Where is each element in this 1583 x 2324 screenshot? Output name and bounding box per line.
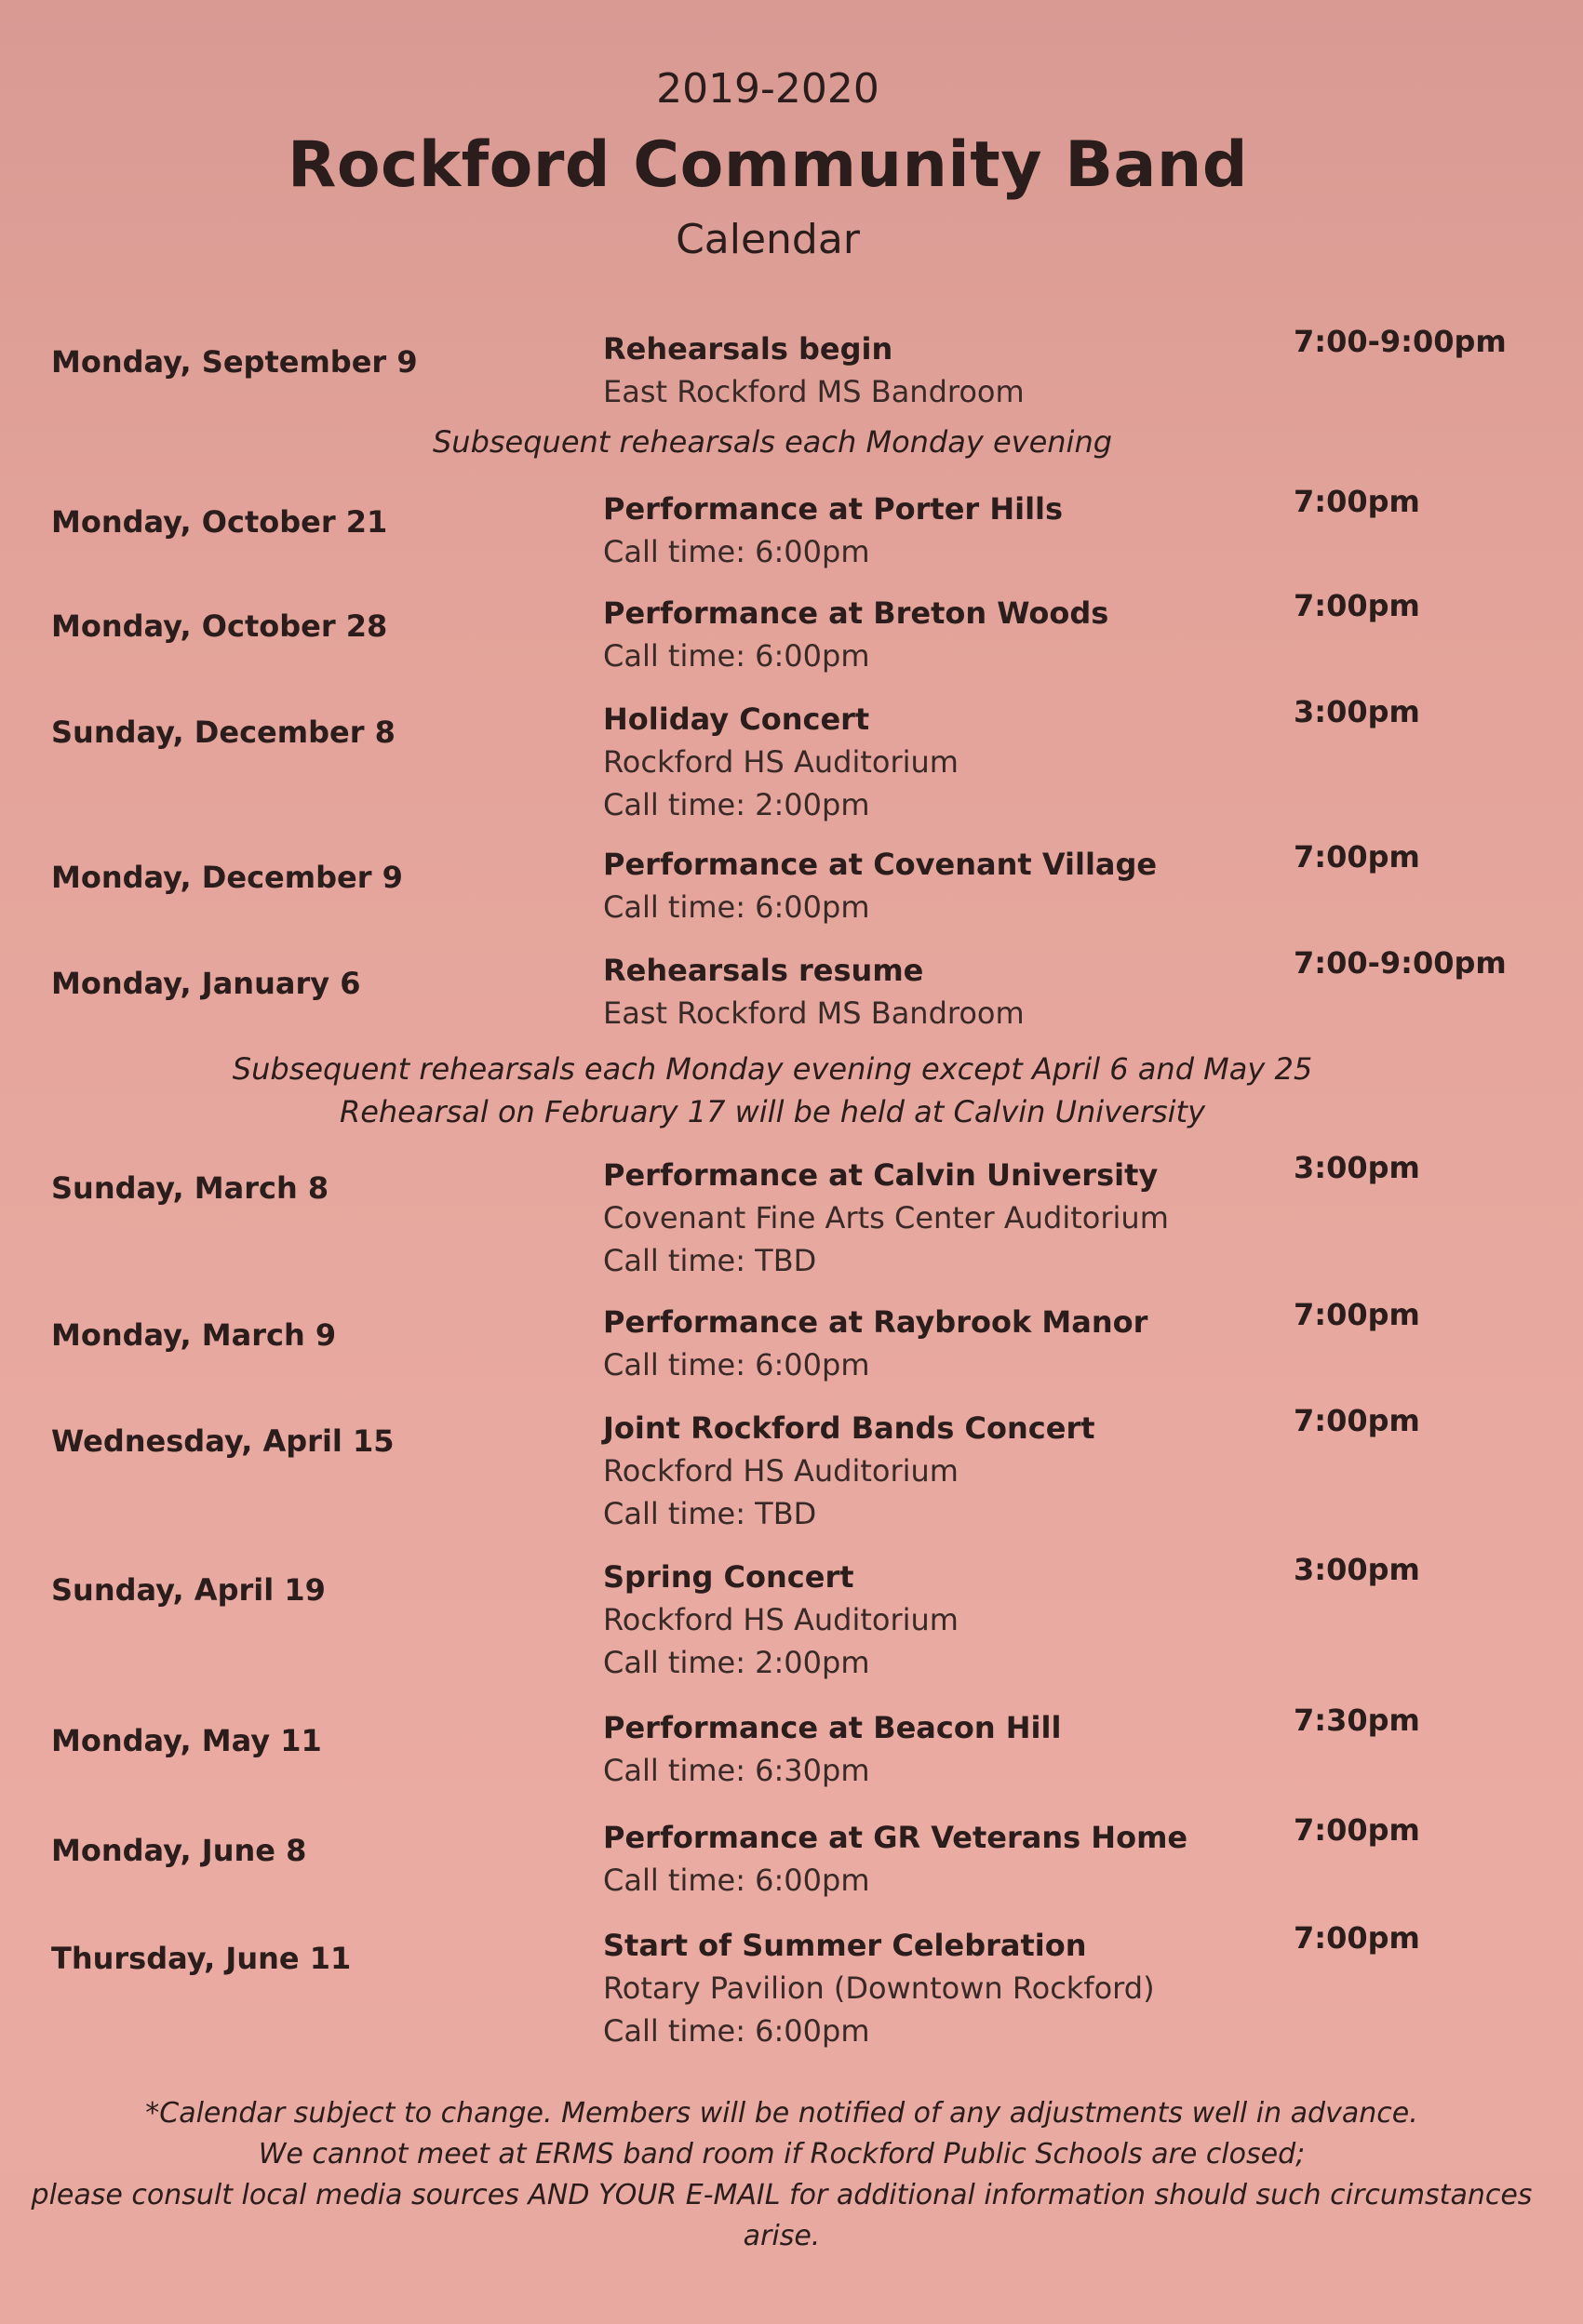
event-details [603, 949, 1025, 1035]
event-time: 7:00-9:00pm [1294, 945, 1507, 981]
event-date: Monday, May 11 [51, 1723, 322, 1758]
event-time: 7:00pm [1294, 1812, 1420, 1848]
footer-line: please consult local media sources AND YOUR E-MAIL for additional information should such circumstances arise. [31, 2179, 1533, 2252]
event-date: Sunday, April 19 [51, 1572, 326, 1608]
event-detail-line: Call time: 6:00pm [603, 638, 870, 674]
event-detail-line: Covenant Fine Arts Center Auditorium [603, 1200, 1169, 1235]
event-date: Monday, March 9 [51, 1317, 337, 1353]
event-date: Monday, October 21 [51, 504, 388, 540]
footer-line: *Calendar subject to change. Members will be notified of any adjustments well in advance. [145, 2097, 1418, 2130]
event-details [603, 327, 1025, 413]
event-date: Monday, September 9 [51, 344, 418, 380]
event-detail-line: Rockford HS Auditorium [603, 1453, 959, 1489]
event-name: Performance at Breton Woods [603, 595, 1109, 631]
event-name: Performance at Beacon Hill [603, 1710, 1062, 1745]
season-label: 2019-2020 [656, 65, 879, 113]
event-detail-line: Rockford HS Auditorium [603, 744, 959, 780]
event-name: Performance at GR Veterans Home [603, 1820, 1188, 1855]
event-name: Performance at Calvin University [603, 1157, 1159, 1193]
event-name: Rehearsals resume [603, 953, 924, 988]
event-name: Rehearsals begin [603, 331, 893, 367]
event-detail-line: Call time: 6:00pm [603, 1347, 870, 1382]
event-details [603, 1706, 1061, 1792]
event-detail-line: Call time: 6:00pm [603, 2013, 870, 2049]
event-detail-line: Call time: 2:00pm [603, 1645, 870, 1680]
event-details [603, 1154, 1169, 1282]
event-time: 7:30pm [1294, 1703, 1420, 1738]
event-details [603, 698, 959, 826]
event-details [603, 1407, 1095, 1535]
event-date: Monday, June 8 [51, 1833, 307, 1868]
event-detail-line: Call time: 6:30pm [603, 1753, 870, 1788]
footer-disclaimer [0, 2093, 1563, 2257]
event-detail-line: Rockford HS Auditorium [603, 1602, 959, 1637]
event-time: 3:00pm [1294, 1552, 1420, 1587]
event-detail-line: Call time: 2:00pm [603, 787, 870, 822]
event-time: 7:00pm [1294, 484, 1420, 519]
event-time: 3:00pm [1294, 1150, 1420, 1185]
event-details [603, 1816, 1187, 1902]
event-details [603, 592, 1108, 677]
event-time: 3:00pm [1294, 694, 1420, 729]
event-date: Sunday, December 8 [51, 715, 396, 750]
event-detail-line: Call time: TBD [603, 1243, 817, 1278]
page-title: Rockford Community Band [287, 128, 1249, 202]
event-name: Performance at Porter Hills [603, 491, 1064, 527]
event-date: Monday, October 28 [51, 608, 388, 644]
event-name: Spring Concert [603, 1559, 854, 1595]
rehearsal-note: Subsequent rehearsals each Monday evening [432, 424, 1113, 460]
event-time: 7:00pm [1294, 1297, 1420, 1332]
rehearsal-note [0, 1048, 1545, 1133]
event-date: Wednesday, April 15 [51, 1423, 395, 1459]
event-name: Joint Rockford Bands Concert [603, 1410, 1095, 1446]
event-name: Performance at Raybrook Manor [603, 1304, 1148, 1340]
event-time: 7:00pm [1294, 1403, 1420, 1438]
event-details [603, 488, 1063, 573]
event-details [603, 843, 1157, 928]
event-name: Performance at Covenant Village [603, 847, 1158, 882]
event-details [603, 1301, 1147, 1386]
event-detail-line: Call time: 6:00pm [603, 1863, 870, 1898]
event-date: Sunday, March 8 [51, 1170, 329, 1206]
event-name: Holiday Concert [603, 701, 870, 737]
event-detail-line: Call time: 6:00pm [603, 534, 870, 569]
event-detail-line: Call time: TBD [603, 1496, 817, 1531]
event-time: 7:00-9:00pm [1294, 324, 1507, 359]
event-details [603, 1556, 959, 1684]
rehearsal-note-line: Rehearsal on February 17 will be held at Calvin University [339, 1094, 1206, 1129]
event-detail-line: Rotary Pavilion (Downtown Rockford) [603, 1970, 1155, 2006]
page-subtitle: Calendar [676, 216, 860, 263]
rehearsal-note-line: Subsequent rehearsals each Monday evening except April 6 and May 25 [232, 1051, 1313, 1087]
event-date: Thursday, June 11 [51, 1941, 352, 1976]
event-time: 7:00pm [1294, 839, 1420, 875]
footer-line: We cannot meet at ERMS band room if Rockford Public Schools are closed; [258, 2138, 1306, 2170]
event-detail-line: East Rockford MS Bandroom [603, 995, 1025, 1031]
event-name: Start of Summer Celebration [603, 1928, 1087, 1963]
event-time: 7:00pm [1294, 588, 1420, 623]
event-date: Monday, January 6 [51, 966, 361, 1001]
event-detail-line: East Rockford MS Bandroom [603, 374, 1025, 409]
event-detail-line: Call time: 6:00pm [603, 889, 870, 925]
event-date: Monday, December 9 [51, 860, 403, 895]
event-details [603, 1924, 1155, 2052]
event-time: 7:00pm [1294, 1920, 1420, 1956]
